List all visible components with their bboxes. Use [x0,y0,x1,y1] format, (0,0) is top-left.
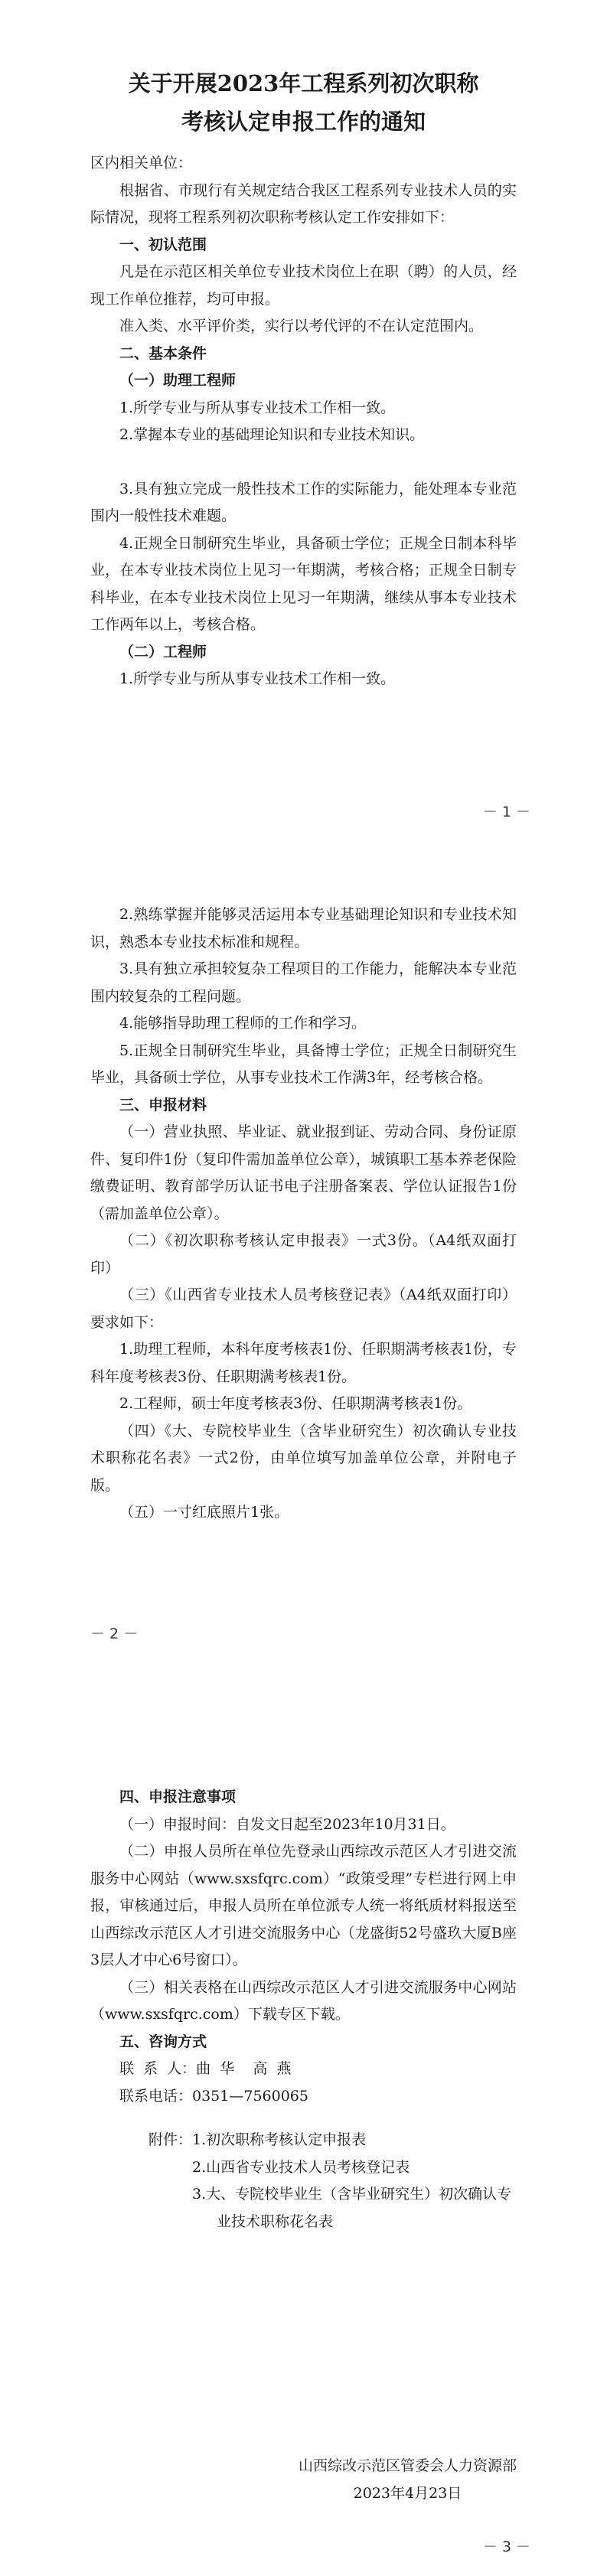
materials-item-3-2: 2.工程师，硕士年度考核表3份、任职期满考核表1份。 [119,1395,472,1412]
engineer-condition-4: 4.能够指导助理工程师的工作和学习。 [119,1015,367,1032]
engineer-condition-1: 1.所学专业与所从事专业技术工作相一致。 [119,670,396,687]
engineer-condition-3: 3.具有独立承担较复杂工程项目的工作能力，能解决本专业范围内较复杂的工程问题。 [90,960,517,1005]
attachments-list [192,2127,517,2235]
section-1-paragraph-1: 凡是在示范区相关单位专业技术岗位上在职（聘）的人员，经现工作单位推荐，均可申报。 [90,263,517,308]
document-page-1 [0,0,607,842]
section-2-subheading-2: （二）工程师 [119,643,207,660]
assistant-condition-4: 4.正规全日制研究生毕业，具备硕士学位；正规全日制本科毕业，在本专业技术岗位上见习一年期满，考核合格；正规全日制专科毕业，在本专业技术岗位上见习一年期满，继续从事本专业技术工作两年以上，考核合格。 [90,534,517,633]
greeting: 区内相关单位： [90,155,193,171]
notice-item-3: （三）相关表格在山西综改示范区人才引进交流服务中心网站（www.sxsfqrc.com）下载专区下载。 [90,1978,517,2023]
document-page-3 [0,1718,607,2576]
attachments-label: 附件： [148,2131,192,2148]
attachments [90,2127,517,2235]
materials-item-1: （一）营业执照、毕业证、就业报到证、劳动合同、身份证原件、复印件1份（复印件需加盖单位公章），城镇职工基本养老保险缴费证明、教育部学历认证书电子注册备案表、学位认证报告1份（需加盖单位公章）。 [90,1123,517,1222]
section-3-heading: 三、申报材料 [119,1096,207,1114]
intro-paragraph: 根据省、市现行有关规定结合我区工程系列专业技术人员的实际情况，现将工程系列初次职称考核认定工作安排如下： [90,181,517,226]
materials-item-2: （二）《初次职称考核认定申报表》一式3份。（A4纸双面打印） [90,1232,517,1277]
attachment-item-3: 3.大、专院校毕业生（含毕业研究生）初次确认专业技术职称花名表 [192,2186,512,2230]
materials-item-4: （四）《大、专院校毕业生（含毕业研究生）初次确认专业技术职称花名表》一式2份，由单位填写加盖单位公章，并附电子版。 [90,1422,517,1494]
section-1-paragraph-2: 准入类、水平评价类，实行以考代评的不在认定范围内。 [119,318,484,334]
materials-item-3: （三）《山西省专业技术人员考核登记表》（A4纸双面打印）要求如下： [90,1286,517,1331]
engineer-condition-5: 5.正规全日制研究生毕业，具备博士学位；正规全日制研究生毕业，具备硕士学位，从事专业技术工作满3年，经考核合格。 [90,1042,517,1086]
signature-date: 2023年4月23日 [353,2484,462,2502]
document-page-2 [0,857,607,1707]
section-4-heading: 四、申报注意事项 [119,1789,237,1805]
section-1-heading: 一、初认范围 [119,236,207,253]
contact-people: 联 系 人：曲 华 高 燕 [119,2060,292,2077]
engineer-condition-2: 2.熟练掌握并能够灵活运用本专业基础理论知识和专业技术知识，熟悉本专业技术标准和规程。 [90,906,517,951]
blank-line [90,449,517,476]
assistant-condition-2: 2.掌握本专业的基础理论知识和专业技术知识。 [119,426,425,443]
signature-organization: 山西综改示范区管委会人力资源部 [298,2457,517,2474]
document-title-line-2: 考核认定申报工作的通知 [181,109,426,135]
section-2-subheading-1: （一）助理工程师 [119,372,237,389]
materials-item-3-1: 1.助理工程师，本科年度考核表1份、任职期满考核表1份，专科年度考核表3份、任职期满考核表1份。 [90,1341,517,1385]
page-number-2: － 2 － [90,1625,139,1642]
attachment-item-2: 2.山西省专业技术人员考核登记表 [192,2158,410,2176]
notice-item-2: （二）申报人员所在单位先登录山西综改示范区人才引进交流服务中心网站（www.sxsfqrc.com）“政策受理”专栏进行网上申报，审核通过后，申报人员所在单位派专人统一将纸质材料报送至山西综改示范区人才引进交流服务中心（龙盛街52号盛玖大厦B座3层人才中心6号窗口）。 [90,1843,517,1968]
assistant-condition-1: 1.所学专业与所从事专业技术工作相一致。 [119,399,396,416]
page-number-1: － 1 － [482,804,530,820]
signature-block [299,2453,517,2507]
document-title-line-1: 关于开展2023年工程系列初次职称 [128,70,479,96]
section-2-heading: 二、基本条件 [119,344,207,362]
attachment-item-1: 1.初次职称考核认定申报表 [192,2131,367,2148]
notice-item-1: （一）申报时间：自发文日起至2023年10月31日。 [119,1815,455,1833]
page-number-3: － 3 － [482,2539,530,2555]
materials-item-5: （五）一寸红底照片1张。 [119,1504,289,1521]
assistant-condition-3: 3.具有独立完成一般性技术工作的实际能力，能处理本专业范围内一般性技术难题。 [90,480,517,524]
contact-phone: 联系电话：0351—7560065 [119,2087,308,2105]
section-5-heading: 五、咨询方式 [119,2033,207,2050]
